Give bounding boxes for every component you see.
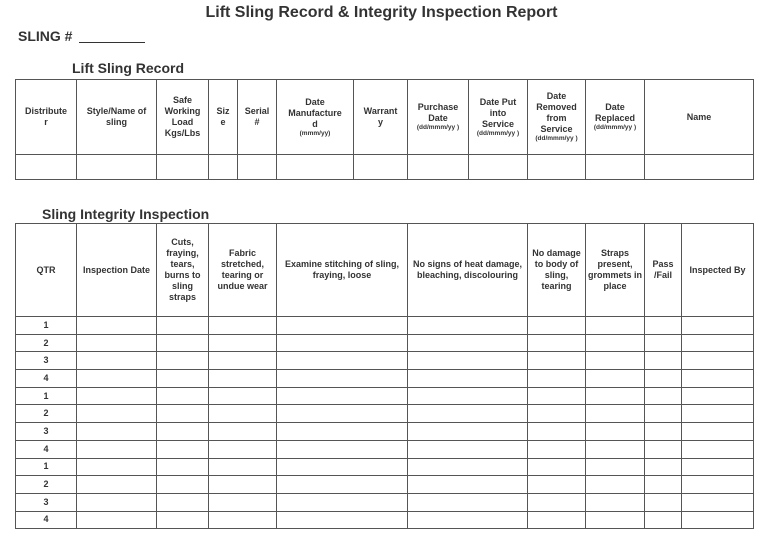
- inspection-entry-cell[interactable]: [682, 387, 754, 405]
- inspection-entry-cell[interactable]: [586, 458, 645, 476]
- inspection-entry-cell[interactable]: [645, 334, 682, 352]
- inspection-entry-cell[interactable]: [645, 476, 682, 494]
- record-column-header: [77, 80, 157, 155]
- inspection-entry-cell[interactable]: [277, 458, 408, 476]
- inspection-entry-cell[interactable]: [277, 493, 408, 511]
- record-column-header: [469, 80, 528, 155]
- integrity-row: [16, 370, 754, 388]
- record-header-text: Date: [305, 96, 325, 107]
- inspection-entry-cell[interactable]: [408, 423, 528, 441]
- record-column-header: [238, 80, 277, 155]
- inspection-entry-cell[interactable]: [408, 476, 528, 494]
- qtr-number: 4: [16, 511, 77, 529]
- record-entry-cell[interactable]: [408, 155, 469, 180]
- inspection-entry-cell[interactable]: [277, 352, 408, 370]
- inspection-entry-cell[interactable]: [157, 476, 209, 494]
- inspection-entry-cell[interactable]: [586, 370, 645, 388]
- record-entry-cell[interactable]: [209, 155, 238, 180]
- qtr-number: 2: [16, 334, 77, 352]
- record-header-text: Safe: [172, 95, 192, 105]
- inspection-entry-cell[interactable]: [528, 387, 586, 405]
- qtr-number: 3: [16, 352, 77, 370]
- inspection-entry-cell[interactable]: [682, 423, 754, 441]
- inspection-entry-cell[interactable]: [682, 334, 754, 352]
- record-entry-cell[interactable]: [528, 155, 586, 180]
- inspection-entry-cell[interactable]: [645, 440, 682, 458]
- record-header-text: Siz: [216, 106, 230, 116]
- integrity-row: [16, 334, 754, 352]
- record-header-text: Purchase: [417, 102, 459, 112]
- inspection-entry-cell[interactable]: [408, 493, 528, 511]
- qtr-number: 1: [16, 387, 77, 405]
- integrity-row: [16, 387, 754, 405]
- inspection-entry-cell[interactable]: [77, 423, 157, 441]
- qtr-number: 2: [16, 476, 77, 494]
- inspection-entry-cell[interactable]: [586, 476, 645, 494]
- integrity-column-header: Straps present, grommets in place: [586, 224, 645, 317]
- record-header-text: Distribute: [24, 106, 67, 116]
- record-header-format: (dd/mmm/yy ): [476, 129, 520, 137]
- record-header-text: Date: [605, 102, 625, 112]
- record-header-text: Removed: [536, 102, 577, 112]
- record-data-row: [16, 155, 754, 180]
- inspection-entry-cell[interactable]: [682, 317, 754, 335]
- record-column-header: [16, 80, 77, 155]
- inspection-entry-cell[interactable]: [645, 493, 682, 511]
- record-entry-cell[interactable]: [586, 155, 645, 180]
- record-column-header: [209, 80, 238, 155]
- inspection-entry-cell[interactable]: [586, 387, 645, 405]
- record-header-text: Service: [481, 118, 515, 129]
- inspection-entry-cell[interactable]: [528, 352, 586, 370]
- integrity-row: [16, 458, 754, 476]
- inspection-entry-cell[interactable]: [586, 334, 645, 352]
- record-section-heading: Lift Sling Record: [72, 60, 184, 76]
- inspection-entry-cell[interactable]: [408, 387, 528, 405]
- record-header-text: sling: [105, 117, 127, 127]
- inspection-entry-cell[interactable]: [645, 458, 682, 476]
- inspection-entry-cell[interactable]: [277, 317, 408, 335]
- inspection-entry-cell[interactable]: [77, 352, 157, 370]
- record-column-header: [645, 80, 754, 155]
- inspection-entry-cell[interactable]: [645, 511, 682, 529]
- inspection-entry-cell[interactable]: [209, 405, 277, 423]
- record-header-text: Service: [540, 124, 573, 134]
- inspection-entry-cell[interactable]: [586, 317, 645, 335]
- inspection-entry-cell[interactable]: [408, 370, 528, 388]
- record-column-header: [157, 80, 209, 155]
- record-column-header: [528, 80, 586, 155]
- record-header-text: Style/Name of: [86, 106, 147, 116]
- inspection-entry-cell[interactable]: [157, 458, 209, 476]
- inspection-entry-cell[interactable]: [528, 493, 586, 511]
- inspection-entry-cell[interactable]: [77, 493, 157, 511]
- integrity-row: [16, 405, 754, 423]
- integrity-row: [16, 493, 754, 511]
- record-column-header: [277, 80, 354, 155]
- inspection-entry-cell[interactable]: [277, 423, 408, 441]
- inspection-entry-cell[interactable]: [682, 352, 754, 370]
- inspection-entry-cell[interactable]: [277, 387, 408, 405]
- record-entry-cell[interactable]: [277, 155, 354, 180]
- inspection-entry-cell[interactable]: [209, 440, 277, 458]
- inspection-entry-cell[interactable]: [157, 440, 209, 458]
- inspection-entry-cell[interactable]: [209, 370, 277, 388]
- record-header-text: Replaced: [594, 113, 636, 123]
- inspection-entry-cell[interactable]: [209, 334, 277, 352]
- sling-number-field[interactable]: [79, 42, 145, 43]
- record-header-text: Date: [428, 113, 448, 123]
- inspection-entry-cell[interactable]: [277, 334, 408, 352]
- inspection-entry-cell[interactable]: [209, 387, 277, 405]
- inspection-entry-cell[interactable]: [157, 511, 209, 529]
- inspection-entry-cell[interactable]: [682, 493, 754, 511]
- record-header-text: Date Put: [479, 96, 517, 107]
- integrity-row: [16, 317, 754, 335]
- record-header-text: Serial: [244, 106, 270, 116]
- inspection-entry-cell[interactable]: [586, 440, 645, 458]
- inspection-entry-cell[interactable]: [645, 387, 682, 405]
- integrity-column-header: QTR: [16, 224, 77, 317]
- record-entry-cell[interactable]: [77, 155, 157, 180]
- inspection-entry-cell[interactable]: [157, 317, 209, 335]
- integrity-column-header: No damage to body of sling, tearing: [528, 224, 586, 317]
- lift-sling-record-table: [15, 79, 754, 180]
- inspection-entry-cell[interactable]: [645, 370, 682, 388]
- inspection-entry-cell[interactable]: [209, 317, 277, 335]
- integrity-column-header: Inspection Date: [77, 224, 157, 317]
- inspection-entry-cell[interactable]: [682, 370, 754, 388]
- record-header-text: Date: [546, 91, 567, 101]
- integrity-column-header: Pass /Fail: [645, 224, 682, 317]
- integrity-column-header: Fabric stretched, tearing or undue wear: [209, 224, 277, 317]
- integrity-body: [16, 317, 754, 529]
- record-header-format: (mmm/yy): [299, 129, 331, 137]
- record-header-text: e: [220, 117, 226, 127]
- record-header-text: Warrant: [363, 106, 398, 116]
- inspection-entry-cell[interactable]: [528, 476, 586, 494]
- inspection-entry-cell[interactable]: [157, 352, 209, 370]
- inspection-entry-cell[interactable]: [408, 317, 528, 335]
- inspection-entry-cell[interactable]: [408, 511, 528, 529]
- record-header-text: #: [254, 117, 260, 127]
- inspection-entry-cell[interactable]: [77, 476, 157, 494]
- inspection-entry-cell[interactable]: [408, 334, 528, 352]
- inspection-entry-cell[interactable]: [209, 511, 277, 529]
- record-header-text: Working: [164, 106, 201, 116]
- integrity-column-header: Examine stitching of sling, fraying, loose: [277, 224, 408, 317]
- integrity-section-heading: Sling Integrity Inspection: [42, 206, 210, 222]
- record-column-header: [354, 80, 408, 155]
- inspection-entry-cell[interactable]: [682, 458, 754, 476]
- record-header-text: Manufacture: [288, 107, 342, 118]
- inspection-entry-cell[interactable]: [586, 405, 645, 423]
- qtr-number: 3: [16, 423, 77, 441]
- inspection-entry-cell[interactable]: [77, 440, 157, 458]
- inspection-entry-cell[interactable]: [408, 440, 528, 458]
- inspection-entry-cell[interactable]: [209, 352, 277, 370]
- qtr-number: 1: [16, 317, 77, 335]
- integrity-row: [16, 352, 754, 370]
- record-header-text: from: [546, 113, 567, 123]
- inspection-entry-cell[interactable]: [645, 317, 682, 335]
- record-entry-cell[interactable]: [16, 155, 77, 180]
- record-entry-cell[interactable]: [354, 155, 408, 180]
- integrity-header-row: [16, 224, 754, 317]
- record-entry-cell[interactable]: [157, 155, 209, 180]
- record-entry-cell[interactable]: [238, 155, 277, 180]
- inspection-entry-cell[interactable]: [157, 387, 209, 405]
- inspection-entry-cell[interactable]: [157, 493, 209, 511]
- inspection-entry-cell[interactable]: [77, 458, 157, 476]
- inspection-entry-cell[interactable]: [682, 440, 754, 458]
- inspection-entry-cell[interactable]: [408, 458, 528, 476]
- inspection-entry-cell[interactable]: [157, 370, 209, 388]
- record-header-format: (dd/mmm/yy ): [593, 124, 637, 131]
- record-header-format: (dd/mmm/yy ): [535, 135, 578, 142]
- record-header-text: y: [377, 117, 383, 127]
- inspection-entry-cell[interactable]: [528, 370, 586, 388]
- record-entry-cell[interactable]: [469, 155, 528, 180]
- record-header-format: (dd/mmm/yy ): [416, 124, 460, 131]
- inspection-entry-cell[interactable]: [528, 317, 586, 335]
- inspection-entry-cell[interactable]: [682, 476, 754, 494]
- qtr-number: 4: [16, 440, 77, 458]
- qtr-number: 2: [16, 405, 77, 423]
- sling-integrity-inspection-table: [15, 223, 754, 529]
- record-column-header: [586, 80, 645, 155]
- integrity-row: [16, 511, 754, 529]
- inspection-entry-cell[interactable]: [645, 405, 682, 423]
- inspection-entry-cell[interactable]: [528, 458, 586, 476]
- inspection-entry-cell[interactable]: [645, 352, 682, 370]
- inspection-entry-cell[interactable]: [157, 334, 209, 352]
- integrity-row: [16, 423, 754, 441]
- inspection-entry-cell[interactable]: [77, 405, 157, 423]
- record-header-text: d: [312, 118, 318, 129]
- inspection-entry-cell[interactable]: [408, 405, 528, 423]
- inspection-entry-cell[interactable]: [209, 423, 277, 441]
- inspection-entry-cell[interactable]: [586, 423, 645, 441]
- inspection-entry-cell[interactable]: [277, 370, 408, 388]
- inspection-entry-cell[interactable]: [277, 440, 408, 458]
- integrity-row: [16, 440, 754, 458]
- inspection-entry-cell[interactable]: [209, 493, 277, 511]
- inspection-entry-cell[interactable]: [528, 405, 586, 423]
- inspection-entry-cell[interactable]: [77, 370, 157, 388]
- record-header-text: Kgs/Lbs: [164, 128, 201, 138]
- inspection-entry-cell[interactable]: [157, 405, 209, 423]
- inspection-entry-cell[interactable]: [528, 423, 586, 441]
- integrity-column-header: Inspected By: [682, 224, 754, 317]
- record-header-text: into: [489, 107, 507, 118]
- integrity-column-header: No signs of heat damage, bleaching, discolouring: [408, 224, 528, 317]
- inspection-entry-cell[interactable]: [277, 405, 408, 423]
- inspection-entry-cell[interactable]: [277, 511, 408, 529]
- record-entry-cell[interactable]: [645, 155, 754, 180]
- inspection-entry-cell[interactable]: [77, 334, 157, 352]
- qtr-number: 3: [16, 493, 77, 511]
- inspection-entry-cell[interactable]: [682, 405, 754, 423]
- inspection-entry-cell[interactable]: [645, 423, 682, 441]
- record-header-row: [16, 80, 754, 155]
- inspection-entry-cell[interactable]: [157, 423, 209, 441]
- page-title: Lift Sling Record & Integrity Inspection Report: [205, 4, 558, 21]
- inspection-entry-cell[interactable]: [408, 352, 528, 370]
- qtr-number: 4: [16, 370, 77, 388]
- record-header-text: r: [44, 117, 48, 127]
- inspection-entry-cell[interactable]: [277, 476, 408, 494]
- inspection-entry-cell[interactable]: [586, 511, 645, 529]
- integrity-column-header: Cuts, fraying, tears, burns to sling straps: [157, 224, 209, 317]
- inspection-entry-cell[interactable]: [586, 493, 645, 511]
- inspection-entry-cell[interactable]: [528, 440, 586, 458]
- inspection-entry-cell[interactable]: [209, 458, 277, 476]
- record-column-header: [408, 80, 469, 155]
- integrity-row: [16, 476, 754, 494]
- sling-number-label: SLING #: [18, 28, 73, 44]
- record-header-text: Name: [686, 111, 712, 122]
- record-header-text: Load: [171, 117, 194, 127]
- inspection-entry-cell[interactable]: [209, 476, 277, 494]
- inspection-entry-cell[interactable]: [528, 511, 586, 529]
- inspection-entry-cell[interactable]: [77, 387, 157, 405]
- inspection-entry-cell[interactable]: [528, 334, 586, 352]
- inspection-entry-cell[interactable]: [77, 317, 157, 335]
- inspection-entry-cell[interactable]: [586, 352, 645, 370]
- qtr-number: 1: [16, 458, 77, 476]
- inspection-entry-cell[interactable]: [682, 511, 754, 529]
- inspection-entry-cell[interactable]: [77, 511, 157, 529]
